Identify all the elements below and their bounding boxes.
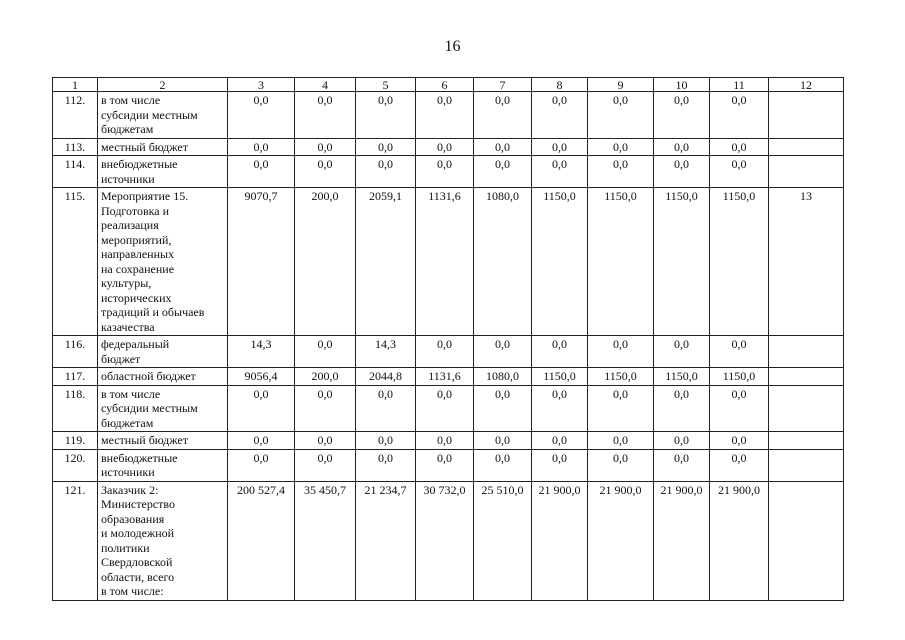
value-cell: 0,0 <box>654 92 710 139</box>
value-cell: 200,0 <box>295 188 356 336</box>
row-label-line: местный бюджет <box>101 433 188 447</box>
value-cell: 0,0 <box>532 336 588 368</box>
value-cell: 0,0 <box>532 156 588 188</box>
value-cell: 0,0 <box>588 336 654 368</box>
value-cell: 35 450,7 <box>295 481 356 600</box>
value-cell: 21 900,0 <box>532 481 588 600</box>
row-label <box>98 156 228 188</box>
column-header: 6 <box>416 78 474 92</box>
value-cell: 0,0 <box>532 432 588 450</box>
row-label-line: в том числе: <box>101 584 164 598</box>
value-cell: 21 900,0 <box>654 481 710 600</box>
column-header: 4 <box>295 78 356 92</box>
value-cell: 21 900,0 <box>710 481 769 600</box>
column-12-cell <box>769 449 844 481</box>
row-number: 112. <box>53 92 98 139</box>
value-cell: 0,0 <box>588 432 654 450</box>
value-cell: 0,0 <box>710 156 769 188</box>
row-number: 115. <box>53 188 98 336</box>
row-label-line: субсидии местным <box>101 401 198 415</box>
value-cell: 0,0 <box>588 92 654 139</box>
value-cell: 14,3 <box>356 336 416 368</box>
column-header: 8 <box>532 78 588 92</box>
column-12-cell <box>769 385 844 432</box>
row-label-line: Министерство <box>101 497 175 511</box>
row-number: 117. <box>53 368 98 386</box>
value-cell: 0,0 <box>416 336 474 368</box>
value-cell: 0,0 <box>588 156 654 188</box>
value-cell: 25 510,0 <box>474 481 532 600</box>
value-cell: 0,0 <box>356 385 416 432</box>
row-label-line: бюджетам <box>101 415 154 430</box>
row-label-line: источники <box>101 171 155 186</box>
row-label-line: культуры, <box>101 276 152 290</box>
row-label <box>98 449 228 481</box>
row-number: 113. <box>53 138 98 156</box>
table-row <box>53 138 844 156</box>
row-label-line: в том числе <box>101 386 161 401</box>
value-cell: 0,0 <box>588 385 654 432</box>
value-cell: 0,0 <box>416 156 474 188</box>
value-cell: 2044,8 <box>356 368 416 386</box>
row-label-line: на сохранение <box>101 261 175 276</box>
value-cell: 0,0 <box>356 156 416 188</box>
row-label-line: традиций и обычаев <box>101 305 205 319</box>
table-row <box>53 336 844 368</box>
value-cell: 200,0 <box>295 368 356 386</box>
column-12-cell: 13 <box>769 188 844 336</box>
row-label-line: областной бюджет <box>101 369 196 383</box>
value-cell: 0,0 <box>228 449 295 481</box>
row-label-line: казачества <box>101 319 155 334</box>
value-cell: 1150,0 <box>710 188 769 336</box>
row-label <box>98 188 228 336</box>
value-cell: 0,0 <box>228 156 295 188</box>
row-label-line: в том числе <box>101 93 161 107</box>
row-label-line: исторических <box>101 290 172 305</box>
value-cell: 0,0 <box>228 92 295 139</box>
column-12-cell <box>769 368 844 386</box>
row-label-line: и молодежной <box>101 526 175 540</box>
value-cell: 1150,0 <box>588 188 654 336</box>
value-cell: 0,0 <box>295 385 356 432</box>
value-cell: 0,0 <box>710 432 769 450</box>
row-label-line: субсидии местным <box>101 107 198 122</box>
row-number: 121. <box>53 481 98 600</box>
column-12-cell <box>769 432 844 450</box>
value-cell: 1150,0 <box>532 368 588 386</box>
value-cell: 0,0 <box>532 138 588 156</box>
column-12-cell <box>769 336 844 368</box>
row-label-line: источники <box>101 465 155 479</box>
table-row <box>53 432 844 450</box>
row-number: 119. <box>53 432 98 450</box>
value-cell: 0,0 <box>654 432 710 450</box>
value-cell: 1150,0 <box>654 368 710 386</box>
row-label-line: федеральный <box>101 337 170 351</box>
value-cell: 9070,7 <box>228 188 295 336</box>
value-cell: 1150,0 <box>588 368 654 386</box>
row-label-line: местный бюджет <box>101 139 188 154</box>
value-cell: 0,0 <box>710 385 769 432</box>
table-row <box>53 481 844 600</box>
value-cell: 0,0 <box>532 92 588 139</box>
column-header: 5 <box>356 78 416 92</box>
value-cell: 21 234,7 <box>356 481 416 600</box>
column-12-cell <box>769 92 844 139</box>
value-cell: 1080,0 <box>474 188 532 336</box>
row-label-line: внебюджетные <box>101 157 178 171</box>
value-cell: 0,0 <box>474 385 532 432</box>
value-cell: 0,0 <box>356 92 416 139</box>
column-header: 2 <box>98 78 228 92</box>
value-cell: 0,0 <box>474 449 532 481</box>
value-cell: 1150,0 <box>532 188 588 336</box>
column-12-cell <box>769 156 844 188</box>
column-header: 9 <box>588 78 654 92</box>
row-label-line: политики <box>101 540 150 555</box>
row-label <box>98 92 228 139</box>
row-label-line: внебюджетные <box>101 450 178 465</box>
value-cell: 0,0 <box>532 449 588 481</box>
row-number: 114. <box>53 156 98 188</box>
value-cell: 0,0 <box>588 138 654 156</box>
value-cell: 0,0 <box>295 92 356 139</box>
budget-table <box>52 77 844 601</box>
column-header: 1 <box>53 78 98 92</box>
value-cell: 0,0 <box>654 336 710 368</box>
row-label-line: Свердловской <box>101 555 173 569</box>
row-label-line: реализация <box>101 218 159 232</box>
row-label <box>98 385 228 432</box>
value-cell: 0,0 <box>228 138 295 156</box>
value-cell: 0,0 <box>710 138 769 156</box>
value-cell: 0,0 <box>532 385 588 432</box>
value-cell: 0,0 <box>474 336 532 368</box>
value-cell: 30 732,0 <box>416 481 474 600</box>
value-cell: 0,0 <box>416 385 474 432</box>
table-row <box>53 368 844 386</box>
value-cell: 0,0 <box>474 138 532 156</box>
row-label-line: образования <box>101 511 165 526</box>
value-cell: 0,0 <box>654 449 710 481</box>
row-label <box>98 336 228 368</box>
value-cell: 1150,0 <box>710 368 769 386</box>
value-cell: 0,0 <box>416 92 474 139</box>
row-label-line: области, всего <box>101 569 175 584</box>
value-cell: 0,0 <box>710 336 769 368</box>
value-cell: 1131,6 <box>416 188 474 336</box>
value-cell: 0,0 <box>295 138 356 156</box>
value-cell: 200 527,4 <box>228 481 295 600</box>
value-cell: 0,0 <box>295 156 356 188</box>
value-cell: 0,0 <box>416 432 474 450</box>
page-number: 16 <box>444 38 461 55</box>
row-label-line: Подготовка и <box>101 203 170 218</box>
value-cell: 0,0 <box>416 138 474 156</box>
row-label-line: Мероприятие 15. <box>101 189 189 203</box>
value-cell: 0,0 <box>654 138 710 156</box>
value-cell: 0,0 <box>356 449 416 481</box>
value-cell: 0,0 <box>295 336 356 368</box>
value-cell: 0,0 <box>356 432 416 450</box>
value-cell: 0,0 <box>654 156 710 188</box>
value-cell: 0,0 <box>710 449 769 481</box>
row-label-line: мероприятий, <box>101 232 172 247</box>
value-cell: 0,0 <box>228 385 295 432</box>
value-cell: 9056,4 <box>228 368 295 386</box>
row-number: 116. <box>53 336 98 368</box>
column-header: 11 <box>710 78 769 92</box>
value-cell: 0,0 <box>654 385 710 432</box>
value-cell: 21 900,0 <box>588 481 654 600</box>
row-label <box>98 432 228 450</box>
value-cell: 0,0 <box>474 92 532 139</box>
table-row <box>53 156 844 188</box>
value-cell: 0,0 <box>710 92 769 139</box>
column-header: 7 <box>474 78 532 92</box>
value-cell: 0,0 <box>416 449 474 481</box>
row-label <box>98 368 228 386</box>
header-row <box>53 78 844 92</box>
value-cell: 1080,0 <box>474 368 532 386</box>
row-label-line: Заказчик 2: <box>101 482 159 497</box>
row-label-line: направленных <box>101 247 175 261</box>
row-number: 118. <box>53 385 98 432</box>
value-cell: 0,0 <box>588 449 654 481</box>
value-cell: 0,0 <box>474 156 532 188</box>
row-label <box>98 138 228 156</box>
value-cell: 0,0 <box>295 449 356 481</box>
value-cell: 1131,6 <box>416 368 474 386</box>
value-cell: 0,0 <box>474 432 532 450</box>
value-cell: 2059,1 <box>356 188 416 336</box>
row-label-line: бюджет <box>101 351 141 366</box>
column-header: 12 <box>769 78 844 92</box>
value-cell: 0,0 <box>295 432 356 450</box>
value-cell: 1150,0 <box>654 188 710 336</box>
column-header: 3 <box>228 78 295 92</box>
row-label-line: бюджетам <box>101 122 154 136</box>
row-label <box>98 481 228 600</box>
column-12-cell <box>769 481 844 600</box>
value-cell: 14,3 <box>228 336 295 368</box>
row-number: 120. <box>53 449 98 481</box>
column-header: 10 <box>654 78 710 92</box>
table-row <box>53 92 844 139</box>
table-row <box>53 385 844 432</box>
table-row <box>53 449 844 481</box>
column-12-cell <box>769 138 844 156</box>
table-row <box>53 188 844 336</box>
value-cell: 0,0 <box>356 138 416 156</box>
table-body <box>53 92 844 601</box>
value-cell: 0,0 <box>228 432 295 450</box>
